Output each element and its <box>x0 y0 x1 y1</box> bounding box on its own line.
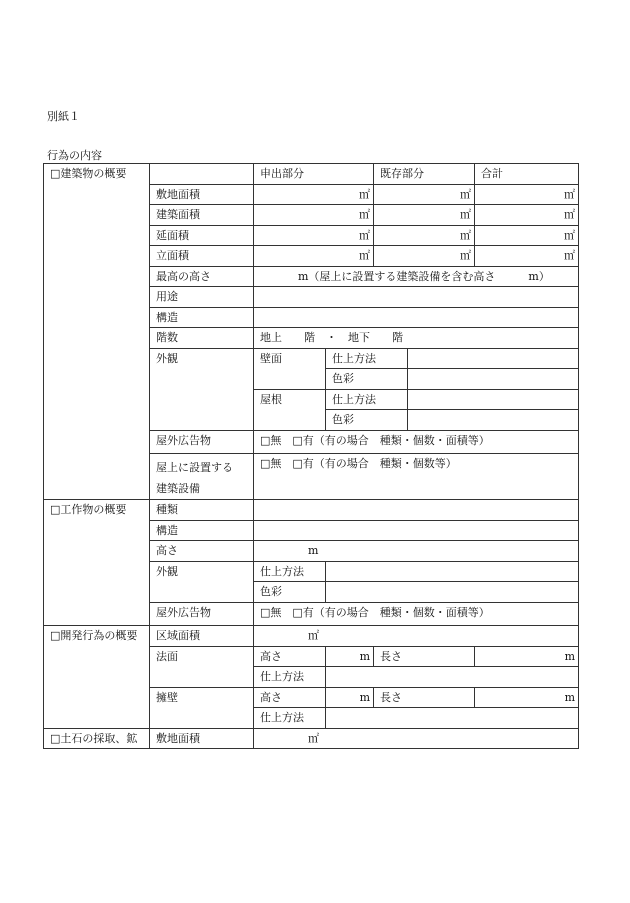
ads-label: 屋外広告物 <box>150 430 254 454</box>
elevation-area-existing[interactable]: ㎡ <box>374 246 475 267</box>
structure-finish-label: 仕上方法 <box>254 561 326 582</box>
wall-finish-label: 仕上方法 <box>254 708 326 729</box>
floors-label: 階数 <box>150 328 254 349</box>
structure-ads-field[interactable]: □無 □有（有の場合 種類・個数・面積等） <box>254 602 579 626</box>
slope-height-field[interactable]: m <box>326 646 374 667</box>
category-mining: □土石の採取、鉱 <box>44 728 150 749</box>
slope-length-label: 長さ <box>374 646 475 667</box>
floor-area-label: 延面積 <box>150 225 254 246</box>
structure-height-field[interactable]: m <box>254 541 579 562</box>
elevation-area-total[interactable]: ㎡ <box>475 246 579 267</box>
structure-type-field[interactable] <box>254 500 579 521</box>
wall-finish-field[interactable] <box>408 348 579 369</box>
max-height-label: 最高の高さ <box>150 266 254 287</box>
use-label: 用途 <box>150 287 254 308</box>
site-area-existing[interactable]: ㎡ <box>374 184 475 205</box>
ads-field[interactable]: □無 □有（有の場合 種類・個数・面積等） <box>254 430 579 454</box>
structure-exterior-label: 外観 <box>150 561 254 602</box>
max-height-field[interactable]: m（屋上に設置する建築設備を含む高さ m） <box>254 266 579 287</box>
header-existing: 既存部分 <box>374 164 475 185</box>
application-form-table <box>43 163 579 749</box>
site-area-declared[interactable]: ㎡ <box>254 184 374 205</box>
structure-structure-label: 構造 <box>150 520 254 541</box>
roof-finish-label: 仕上方法 <box>326 389 408 410</box>
header-declared: 申出部分 <box>254 164 374 185</box>
wall-finish-label: 仕上方法 <box>326 348 408 369</box>
slope-finish-label: 仕上方法 <box>254 667 326 688</box>
exterior-label: 外観 <box>150 348 254 430</box>
building-area-total[interactable]: ㎡ <box>475 205 579 226</box>
site-area-label: 敷地面積 <box>150 184 254 205</box>
slope-finish-field[interactable] <box>326 667 579 688</box>
building-area-declared[interactable]: ㎡ <box>254 205 374 226</box>
section-title: 行為の内容 <box>47 149 102 162</box>
retaining-wall-finish-field[interactable] <box>326 708 579 729</box>
slope-label: 法面 <box>150 646 254 687</box>
structure-color-field[interactable] <box>326 582 579 603</box>
slope-length-field[interactable]: m <box>475 646 579 667</box>
roof-color-label: 色彩 <box>326 410 408 431</box>
elevation-area-declared[interactable]: ㎡ <box>254 246 374 267</box>
elevation-area-label: 立面積 <box>150 246 254 267</box>
structure-finish-field[interactable] <box>326 561 579 582</box>
zone-area-label: 区域面積 <box>150 626 254 647</box>
wall-height-field[interactable]: m <box>326 687 374 708</box>
retaining-wall-label: 擁壁 <box>150 687 254 728</box>
rooftop-equipment-label <box>150 454 254 500</box>
zone-area-field[interactable]: ㎡ <box>254 626 579 647</box>
structure-field[interactable] <box>254 307 579 328</box>
floor-area-total[interactable]: ㎡ <box>475 225 579 246</box>
structure-label: 構造 <box>150 307 254 328</box>
category-development: □開発行為の概要 <box>44 626 150 729</box>
category-building: □建築物の概要 <box>44 164 150 500</box>
attachment-label: 別紙１ <box>47 110 80 123</box>
wall-color-field[interactable] <box>408 369 579 390</box>
wall-length-field[interactable]: m <box>475 687 579 708</box>
structure-color-label: 色彩 <box>254 582 326 603</box>
roof-finish-field[interactable] <box>408 389 579 410</box>
structure-type-label: 種類 <box>150 500 254 521</box>
mining-site-area-label: 敷地面積 <box>150 728 254 749</box>
header-total: 合計 <box>475 164 579 185</box>
structure-ads-label: 屋外広告物 <box>150 602 254 626</box>
use-field[interactable] <box>254 287 579 308</box>
floor-area-declared[interactable]: ㎡ <box>254 225 374 246</box>
wall-height-label: 高さ <box>254 687 326 708</box>
roof-color-field[interactable] <box>408 410 579 431</box>
site-area-total[interactable]: ㎡ <box>475 184 579 205</box>
rooftop-equipment-field[interactable]: □無 □有（有の場合 種類・個数等） <box>254 454 579 500</box>
structure-structure-field[interactable] <box>254 520 579 541</box>
wall-label: 壁面 <box>254 348 326 389</box>
building-area-label: 建築面積 <box>150 205 254 226</box>
building-area-existing[interactable]: ㎡ <box>374 205 475 226</box>
wall-color-label: 色彩 <box>326 369 408 390</box>
category-structure: □工作物の概要 <box>44 500 150 626</box>
wall-length-label: 長さ <box>374 687 475 708</box>
rooftop-equipment-label-line1: 屋上に設置する <box>156 461 233 474</box>
floor-area-existing[interactable]: ㎡ <box>374 225 475 246</box>
mining-site-area-field[interactable]: ㎡ <box>254 728 579 749</box>
slope-height-label: 高さ <box>254 646 326 667</box>
floors-field[interactable]: 地上 階 ・ 地下 階 <box>254 328 579 349</box>
rooftop-equipment-label-line2: 建築設備 <box>156 482 200 495</box>
structure-height-label: 高さ <box>150 541 254 562</box>
roof-label: 屋根 <box>254 389 326 430</box>
